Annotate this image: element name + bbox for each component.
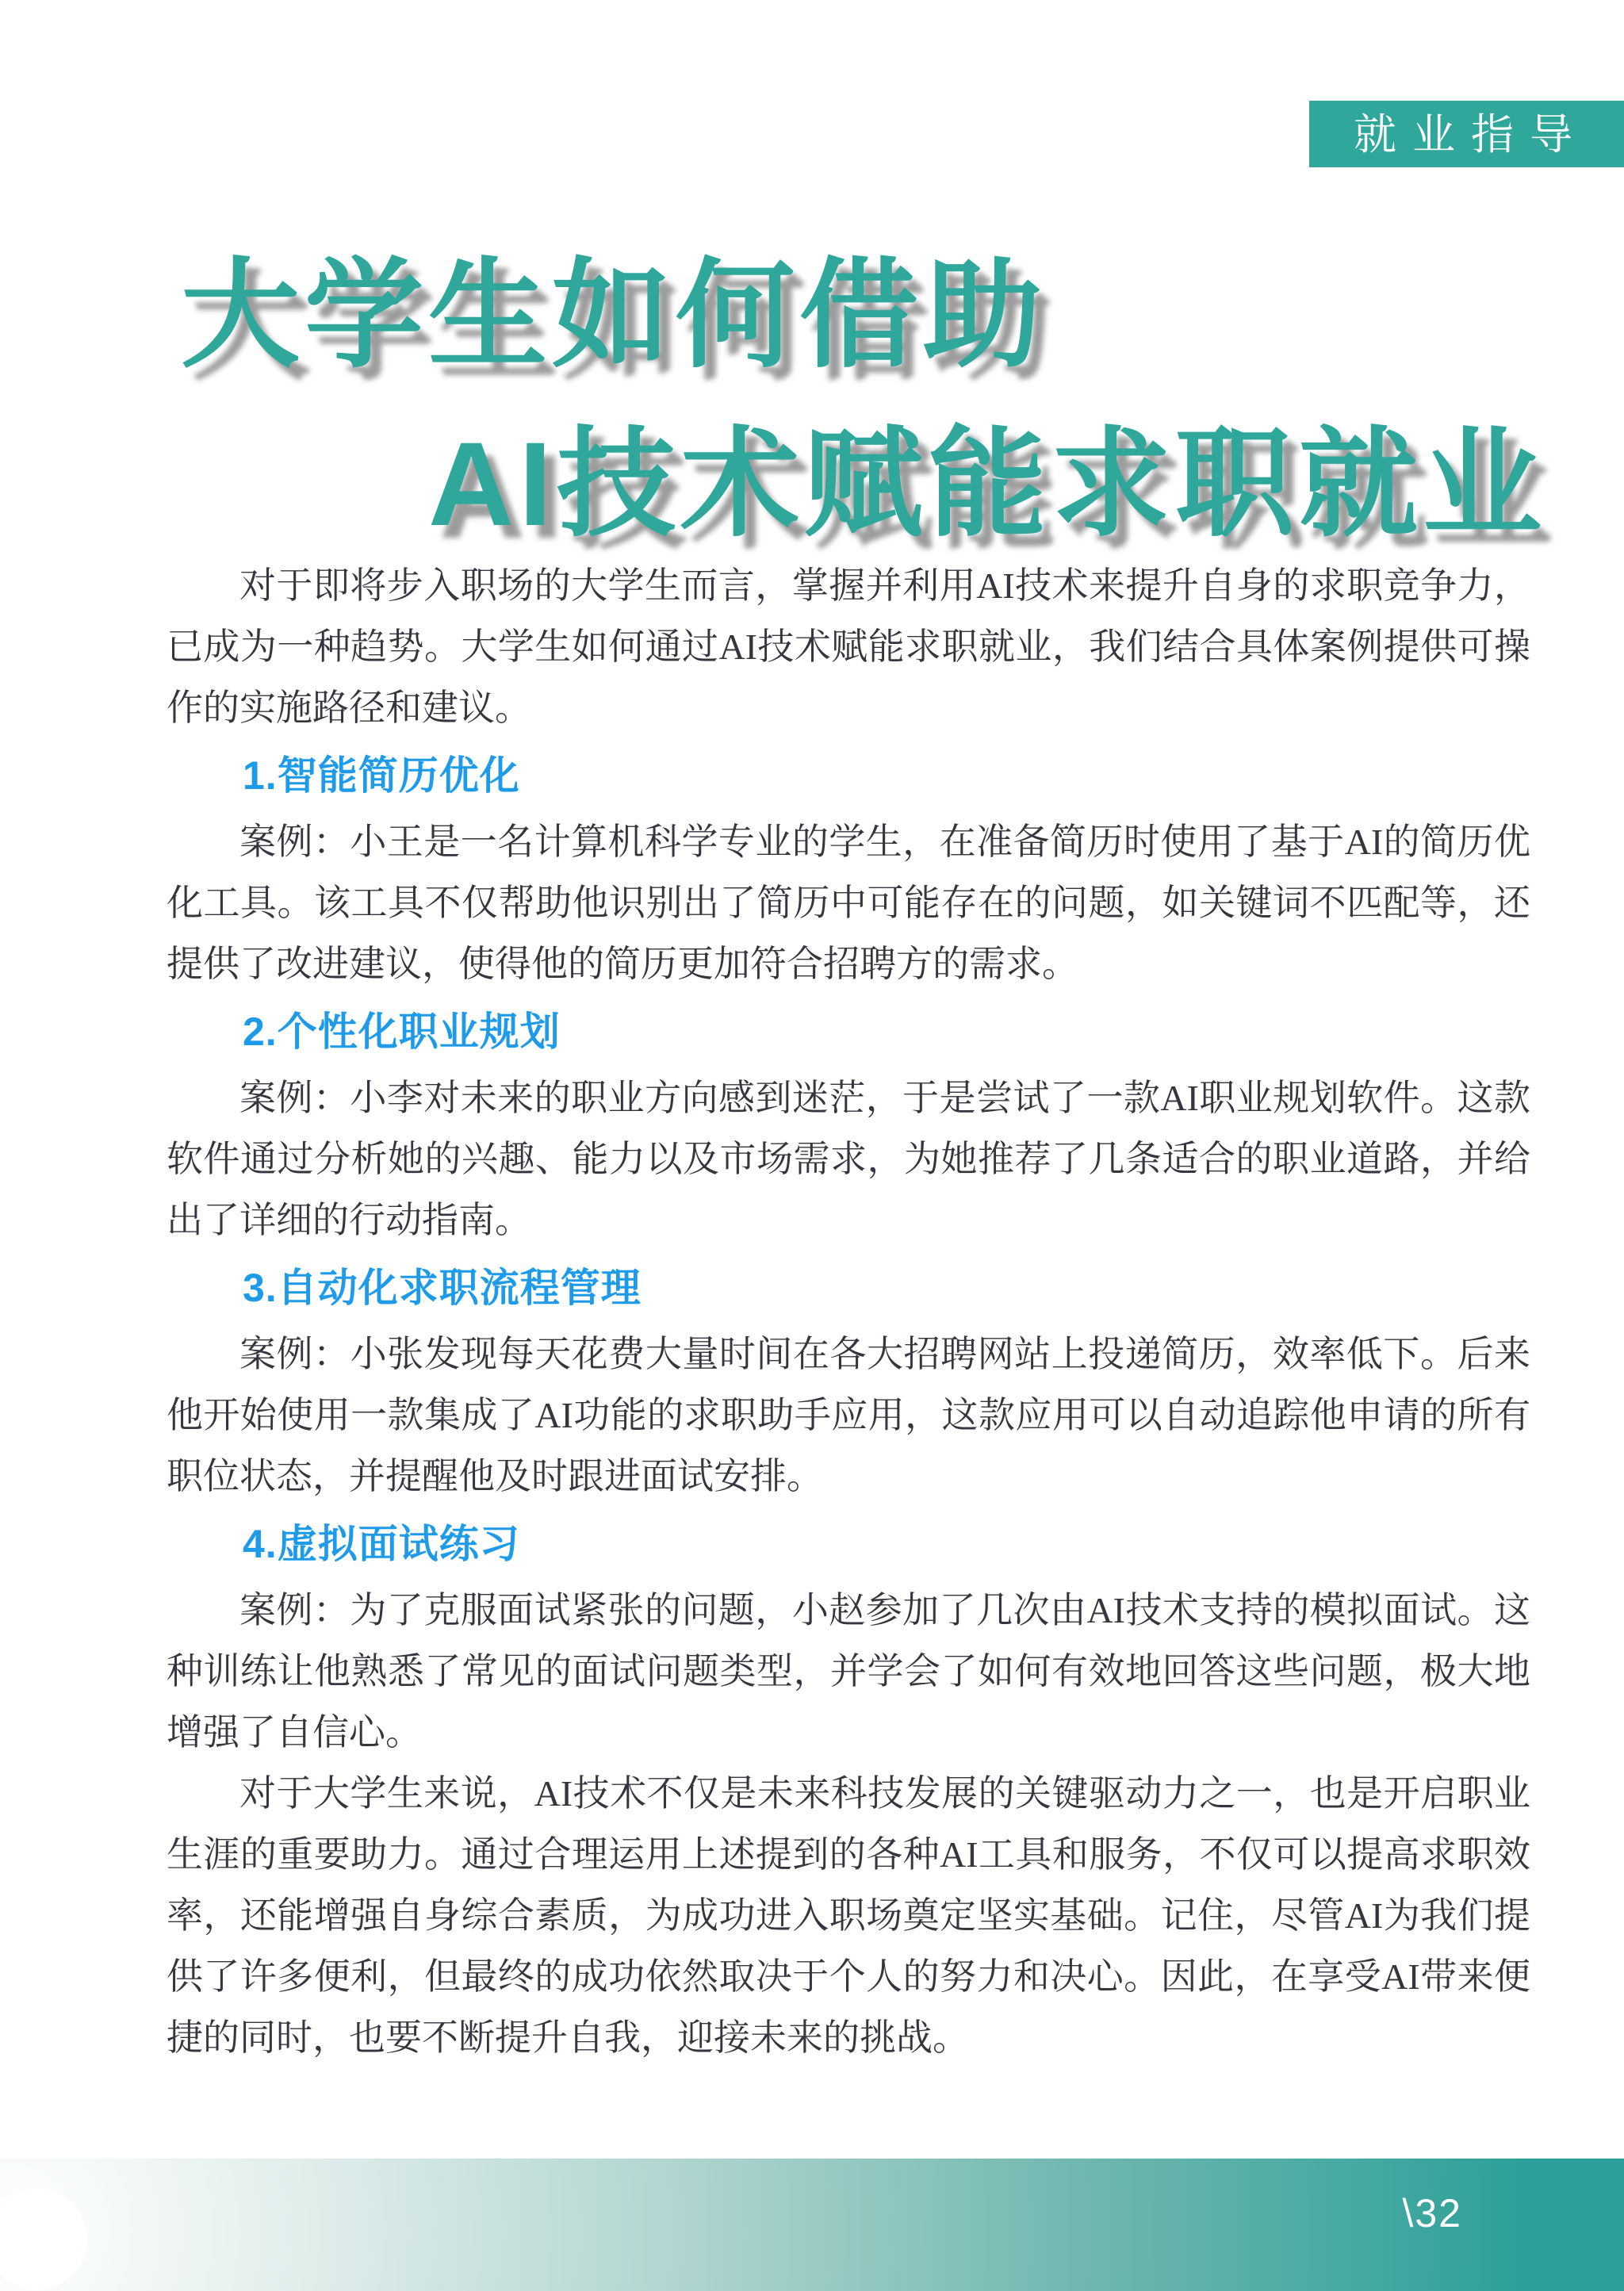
footer-band — [0, 2159, 1624, 2291]
section-heading-2: 2.个性化职业规划 — [243, 1009, 561, 1054]
article-title — [0, 234, 1624, 565]
section-heading-1: 1.智能简历优化 — [243, 753, 520, 798]
article-body — [167, 555, 1530, 2068]
page-number: \32 — [1402, 2191, 1462, 2235]
section-heading-3: 3.自动化求职流程管理 — [243, 1266, 642, 1310]
section-heading-4: 4.虚拟面试练习 — [243, 1522, 520, 1566]
conclusion-paragraph: 对于大学生来说，AI技术不仅是未来科技发展的关键驱动力之一，也是开启职业生涯的重要助力。通过合理运用上述提到的各种AI工具和服务，不仅可以提高求职效率，还能增强自身综合素质，为成功进入职场奠定坚实基础。记住，尽管AI为我们提供了许多便利，但最终的成功依然取决于个人的努力和决心。因此，在享受AI带来便捷的同时，也要不断提升自我，迎接未来的挑战。 — [167, 1773, 1530, 2058]
category-badge — [1309, 101, 1624, 167]
article-title-line-1: 大学生如何借助 — [181, 248, 1048, 381]
section-paragraph-2: 案例：小李对未来的职业方向感到迷茫，于是尝试了一款AI职业规划软件。这款软件通过分析她的兴趣、能力以及市场需求，为她推荐了几条适合的职业道路，并给出了详细的行动指南。 — [167, 1078, 1530, 1240]
intro-paragraph: 对于即将步入职场的大学生而言，掌握并利用AI技术来提升自身的求职竞争力，已成为一种趋势。大学生如何通过AI技术赋能求职就业，我们结合具体案例提供可操作的实施路径和建议。 — [167, 565, 1530, 728]
category-badge-label: 就业指导 — [1354, 111, 1588, 159]
section-paragraph-1: 案例：小王是一名计算机科学专业的学生，在准备简历时使用了基于AI的简历优化工具。该工具不仅帮助他识别出了简历中可能存在的问题，如关键词不匹配等，还提供了改进建议，使得他的简历更加符合招聘方的需求。 — [167, 822, 1530, 984]
section-paragraph-3: 案例：小张发现每天花费大量时间在各大招聘网站上投递简历，效率低下。后来他开始使用一款集成了AI功能的求职助手应用，这款应用可以自动追踪他申请的所有职位状态，并提醒他及时跟进面试安排。 — [167, 1334, 1530, 1496]
article-title-line-2: AI技术赋能求职就业 — [428, 417, 1547, 550]
section-paragraph-4: 案例：为了克服面试紧张的问题，小赵参加了几次由AI技术支持的模拟面试。这种训练让他熟悉了常见的面试问题类型，并学会了如何有效地回答这些问题，极大地增强了自信心。 — [167, 1590, 1530, 1753]
